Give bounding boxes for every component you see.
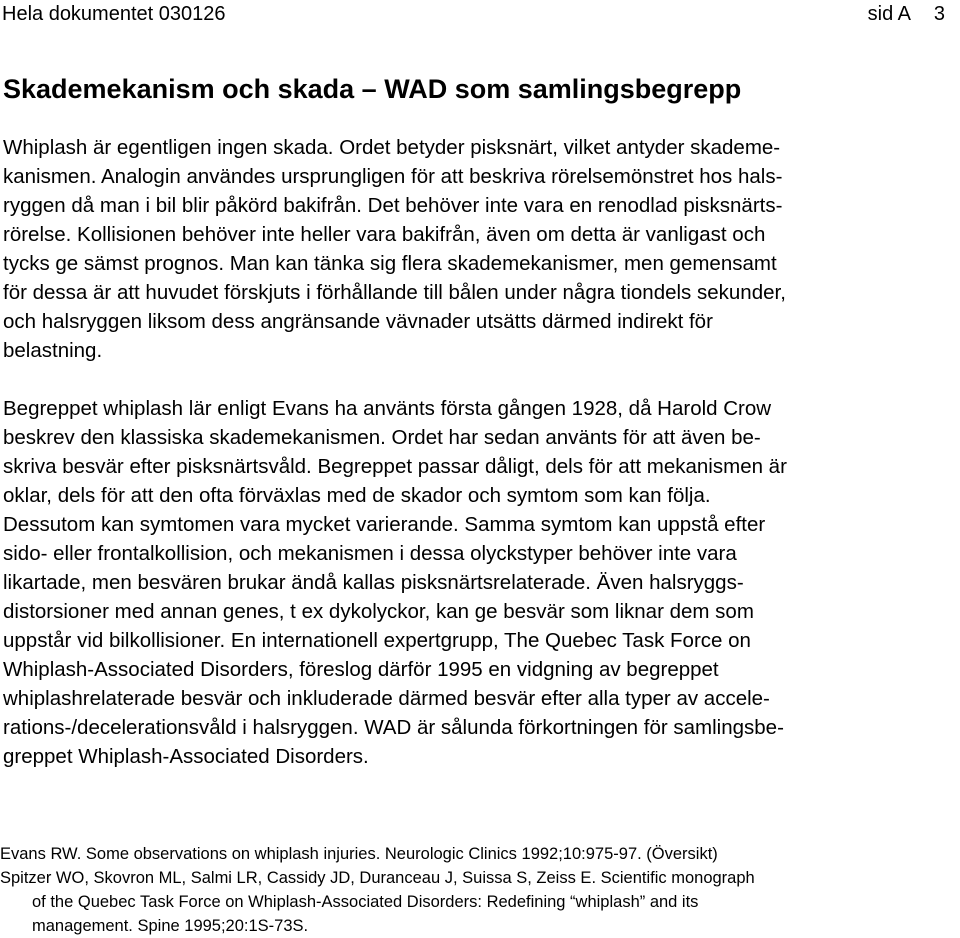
reference-spitzer: Spitzer WO, Skovron ML, Salmi LR, Cassidy JD, Duranceau J, Suissa S, Zeiss E. Scientific monograph (0, 869, 755, 887)
paragraph-line: och halsryggen liksom dess angränsande vävnader utsätts därmed indirekt för (3, 310, 713, 333)
reference-list (0, 842, 958, 938)
paragraph-line: rörelse. Kollisionen behöver inte heller vara bakifrån, även om detta är vanligast och (3, 223, 766, 246)
paragraph-line: belastning. (3, 339, 103, 362)
page-number: 3 (933, 3, 945, 25)
page-header (2, 2, 945, 26)
paragraph-line: skriva besvär efter pisksnärtsvåld. Begreppet passar dåligt, dels för att mekanismen är (3, 455, 787, 478)
document-label: Hela dokumentet 030126 (2, 3, 226, 25)
reference-spitzer-continued: of the Quebec Task Force on Whiplash-Associated Disorders: Redefining “whiplash” and its (32, 893, 699, 911)
paragraph-line: likartade, men besvären brukar ändå kallas pisksnärtsrelaterade. Även halsryggs- (3, 571, 744, 594)
paragraph-line: för dessa är att huvudet förskjuts i förhållande till bålen under några tiondels sekunder, (3, 281, 786, 304)
paragraph-line: sido- eller frontalkollision, och mekanismen i dessa olyckstyper behöver inte vara (3, 542, 737, 565)
paragraph-line: tycks ge sämst prognos. Man kan tänka sig flera skademekanismer, men gemensamt (3, 252, 777, 275)
paragraph-line: uppstår vid bilkollisioner. En internationell expertgrupp, The Quebec Task Force on (3, 629, 751, 652)
reference-evans: Evans RW. Some observations on whiplash injuries. Neurologic Clinics 1992;10:975-97. (Översikt) (0, 845, 718, 863)
page-side-label: sid A (867, 3, 911, 25)
paragraph-line: whiplashrelaterade besvär och inkluderade därmed besvär efter alla typer av accele- (3, 687, 770, 710)
paragraph-2 (3, 394, 953, 771)
reference-spitzer-continued: management. Spine 1995;20:1S-73S. (32, 917, 309, 935)
paragraph-line: ryggen då man i bil blir påkörd bakifrån. Det behöver inte vara en renodlad pisksnärts- (3, 194, 783, 217)
paragraph-line: Begreppet whiplash lär enligt Evans ha använts första gången 1928, då Harold Crow (3, 397, 772, 420)
paragraph-1 (3, 133, 953, 365)
paragraph-line: beskrev den klassiska skademekanismen. Ordet har sedan använts för att även be- (3, 426, 761, 449)
paragraph-line: Whiplash är egentligen ingen skada. Ordet betyder pisksnärt, vilket antyder skademe- (3, 136, 781, 159)
paragraph-line: distorsioner med annan genes, t ex dykolyckor, kan ge besvär som liknar dem som (3, 600, 754, 623)
section-title: Skademekanism och skada – WAD som samlingsbegrepp (3, 74, 742, 104)
paragraph-line: Dessutom kan symtomen vara mycket varierande. Samma symtom kan uppstå efter (3, 513, 766, 536)
paragraph-line: kanismen. Analogin användes ursprungligen för att beskriva rörelsemönstret hos hals- (3, 165, 783, 188)
paragraph-line: rations-/decelerationsvåld i halsryggen. WAD är sålunda förkortningen för samlingsbe- (3, 716, 784, 739)
paragraph-line: oklar, dels för att den ofta förväxlas med de skador och symtom som kan följa. (3, 484, 711, 507)
paragraph-line: greppet Whiplash-Associated Disorders. (3, 745, 369, 768)
paragraph-line: Whiplash-Associated Disorders, föreslog därför 1995 en vidgning av begreppet (3, 658, 719, 681)
